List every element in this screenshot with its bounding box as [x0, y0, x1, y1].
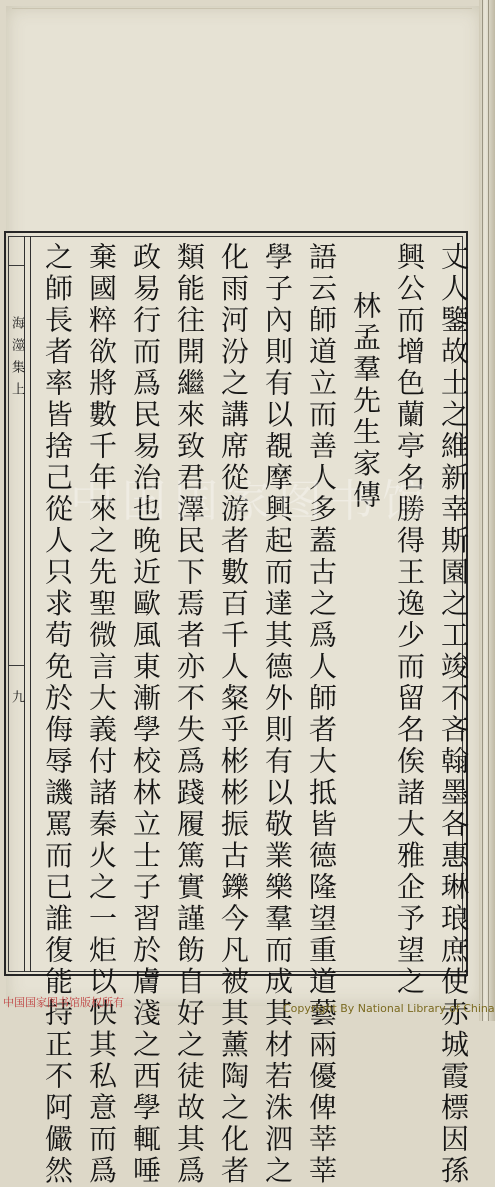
spine-line	[488, 0, 489, 1021]
text-column-2: 興公而增色蘭亭名勝得王逸少而留名俟諸大雅企予望之	[393, 242, 426, 998]
copyright-en: Copyright By National Library of China	[283, 1002, 495, 1015]
fishtail-mark	[8, 265, 24, 266]
banxin-border-left	[24, 236, 25, 972]
text-column-1: 丈人鑒故土之維新幸斯園之工竣不吝翰墨各惠琳琅庶使赤城霞標因孫	[437, 242, 470, 1187]
text-column-9: 棄國粹欲將數千年來之先聖微言大義付諸秦火之一炬以快其私意而爲	[85, 242, 118, 1187]
library-watermark: 中国国家图书馆	[70, 476, 434, 527]
text-column-6: 化雨河汾之講席從游者數百千人粲乎彬彬振古鑠今凡被其薰陶之化者	[217, 242, 250, 1187]
text-column-4: 語云師道立而善人多蓋古之爲人師者大抵皆德隆望重道藝兩優俾莘莘	[305, 242, 338, 1187]
banxin-book-title: 海澨集上	[9, 316, 24, 404]
text-column-5: 學子內則有以覩摩興起而達其德外則有以敬業樂羣而成其材若洙泗之	[261, 242, 294, 1187]
banxin-border-right	[30, 236, 31, 972]
book-spine	[479, 0, 495, 1021]
page-edge-line	[12, 8, 472, 9]
text-column-8: 政易行而爲民易治也晚近歐風東漸學校林立士子習於膚淺之西學輒唾	[129, 242, 162, 1187]
copyright-cn: 中国国家图书馆版权所有	[3, 996, 124, 1009]
fishtail-mark	[8, 665, 24, 666]
text-column-7: 類能往開繼來致君澤民下焉者亦不失爲踐履篤實謹飭自好之徒故其爲	[173, 242, 206, 1187]
chapter-heading: 林孟羣先生家傳	[349, 291, 382, 512]
banxin-page-number: 九	[9, 690, 24, 703]
spine-line	[482, 0, 483, 1021]
text-column-10: 之師長者率皆捨己從人只求苟免於侮辱譏罵而已誰復能持正不阿儼然	[41, 242, 74, 1187]
